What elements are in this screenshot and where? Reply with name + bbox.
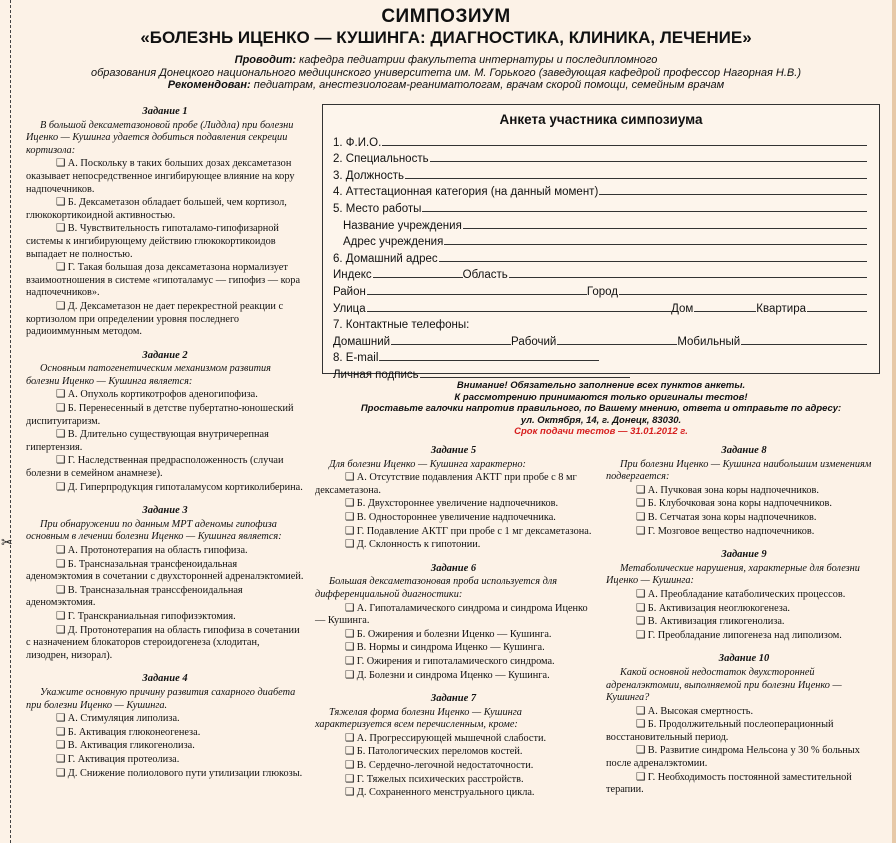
fio-field[interactable] bbox=[382, 145, 867, 146]
category-field[interactable] bbox=[599, 194, 867, 195]
answer-option[interactable]: ❑ Б. Дексаметазон обладает большей, чем кортизол, глюкокортикоидной активностью. bbox=[26, 197, 287, 221]
task-10 bbox=[606, 653, 882, 797]
category-label: 4. Аттестационная категория (на данный момент) bbox=[333, 186, 599, 199]
scissors-icon: ✂ bbox=[1, 535, 13, 551]
organizer-line1: кафедра педиатрии факультета интернатуры и последипломного bbox=[299, 54, 658, 66]
task-5 bbox=[315, 445, 592, 552]
answer-option[interactable]: ❑ В. Сетчатая зона коры надпочечников. bbox=[636, 511, 817, 523]
house-field[interactable] bbox=[694, 311, 756, 312]
task-title: Задание 3 bbox=[142, 505, 188, 517]
house-label: Дом bbox=[671, 302, 694, 315]
form-title: Анкета участника симпозиума bbox=[499, 112, 703, 127]
participant-form bbox=[322, 104, 880, 381]
email-row bbox=[323, 348, 879, 365]
answer-option[interactable]: ❑ Д. Склонность к гипотонии. bbox=[345, 539, 481, 551]
organizer-label: Проводит: bbox=[234, 54, 297, 66]
apartment-field[interactable] bbox=[807, 311, 867, 312]
recommended-label: Рекомендован: bbox=[167, 79, 251, 91]
fio-label: 1. Ф.И.О. bbox=[333, 136, 382, 149]
answer-option[interactable]: ❑ Б. Перенесенный в детстве пубертатно-юношеский диспитуитаризм. bbox=[26, 403, 294, 427]
answer-option[interactable]: ❑ В. Одностороннее увеличение надпочечника. bbox=[345, 511, 556, 523]
task-question: В большой дексаметазоновой пробе (Лиддла) при болезни Иценко — Кушинга удается добиться подавления секреции кортизола: bbox=[26, 119, 294, 156]
submission-notes bbox=[322, 380, 880, 438]
task-title: Задание 5 bbox=[430, 445, 477, 456]
answer-option[interactable]: ❑ А. Опухоль кортикотрофов аденогипофиза. bbox=[56, 389, 258, 401]
task-title: Задание 9 bbox=[721, 549, 767, 561]
signature-row bbox=[323, 364, 879, 381]
answer-option[interactable]: ❑ Г. Активация протеолиза. bbox=[56, 753, 180, 765]
answer-option[interactable]: ❑ А. Преобладание катаболических процессов. bbox=[636, 588, 846, 600]
district-field[interactable] bbox=[367, 294, 587, 295]
position-row bbox=[323, 165, 879, 182]
answer-option[interactable]: ❑ Д. Снижение полиолового пути утилизации глюкозы. bbox=[56, 767, 303, 779]
phones-label: 7. Контактные телефоны: bbox=[333, 319, 470, 332]
note-instructions: Проставьте галочки напротив правильного, по Вашему мнению, ответа и отправьте по адресу: bbox=[360, 403, 842, 415]
task-question: Основным патогенетическим механизмом развития болезни Иценко — Кушинга является: bbox=[26, 363, 271, 387]
answer-option[interactable]: ❑ А. Протонотерапия на область гипофиза. bbox=[56, 545, 248, 556]
workplace-label: 5. Место работы bbox=[333, 202, 422, 215]
position-field[interactable] bbox=[405, 178, 867, 179]
task-question: Тяжелая форма болезни Иценко — Кушинга характеризуется всем перечисленным, кроме: bbox=[315, 706, 522, 731]
answer-option[interactable]: ❑ Д. Дексаметазон не дает перекрестной реакции с кортизолом при определении уровня последнего радиоиммунным методом. bbox=[26, 300, 284, 338]
task-title: Задание 8 bbox=[721, 445, 767, 456]
fio-row bbox=[323, 132, 879, 149]
task-title: Задание 10 bbox=[718, 653, 770, 665]
city-field[interactable] bbox=[619, 294, 867, 295]
street-field[interactable] bbox=[367, 311, 671, 312]
answer-option[interactable]: ❑ Б. Двухстороннее увеличение надпочечников. bbox=[345, 498, 559, 510]
city-label: Город bbox=[586, 285, 618, 298]
task-question: При обнаружении по данным МРТ аденомы гипофиза основным в лечении болезни Иценко — Кушинга является: bbox=[26, 518, 282, 543]
answer-option[interactable]: ❑ Г. Преобладание липогенеза над липолизом. bbox=[636, 629, 842, 641]
signature-label: Личная подпись bbox=[333, 368, 419, 381]
institution-address-row bbox=[323, 232, 879, 249]
answer-option[interactable]: ❑ А. Отсутствие подавления АКТГ при пробе с 8 мг дексаметазона. bbox=[315, 472, 577, 496]
district-label: Район bbox=[333, 285, 366, 298]
home-address-row bbox=[323, 248, 879, 265]
note-address: ул. Октября, 14, г. Донецк, 83030. bbox=[520, 414, 682, 426]
answer-option[interactable]: ❑ Г. Необходимость постоянной заместительной терапии. bbox=[606, 771, 852, 796]
email-field[interactable] bbox=[379, 360, 599, 361]
street-row bbox=[323, 298, 879, 315]
home-phone-field[interactable] bbox=[391, 344, 511, 345]
workplace-row bbox=[323, 198, 879, 215]
answer-option[interactable]: ❑ Д. Гиперпродукция гипоталамусом кортиколиберина. bbox=[56, 481, 303, 493]
task-title: Задание 4 bbox=[142, 673, 188, 685]
phones-row bbox=[323, 315, 879, 332]
task-7 bbox=[315, 693, 592, 800]
recommended-text: педиатрам, анестезиологам-реаниматологам, врачам скорой помощи, семейным врачам bbox=[253, 79, 725, 91]
tasks-column-left bbox=[26, 106, 304, 791]
task-question: Какой основной недостаток двухсторонней адреналэктомии, выполняемой при болезни Иценко — Кушинга? bbox=[606, 666, 842, 704]
task-4 bbox=[26, 673, 304, 780]
answer-option[interactable]: ❑ Б. Ожирения и болезни Иценко — Кушинга. bbox=[345, 628, 552, 640]
answer-option[interactable]: ❑ Г. Тяжелых психических расстройств. bbox=[345, 773, 524, 785]
home-phone-label: Домашний bbox=[333, 335, 391, 348]
task-1 bbox=[26, 106, 304, 339]
home-address-field[interactable] bbox=[439, 261, 867, 262]
specialty-label: 2. Специальность bbox=[333, 153, 429, 166]
region-field[interactable] bbox=[509, 277, 867, 278]
position-label: 3. Должность bbox=[333, 169, 405, 182]
task-title: Задание 2 bbox=[142, 349, 188, 361]
task-9 bbox=[606, 549, 882, 642]
institution-name-row bbox=[323, 215, 879, 232]
answer-option[interactable]: ❑ В. Развитие синдрома Нельсона у 30 % больных после адреналэктомии. bbox=[606, 745, 860, 770]
answer-option[interactable]: ❑ Г. Ожирения и гипоталамического синдрома. bbox=[345, 655, 555, 667]
task-question: Укажите основную причину развития сахарного диабета при болезни Иценко — Кушинга. bbox=[26, 686, 296, 711]
answer-option[interactable]: ❑ Г. Мозговое вещество надпочечников. bbox=[636, 525, 815, 537]
task-2 bbox=[26, 350, 304, 495]
task-3 bbox=[26, 505, 304, 662]
institution-name-field[interactable] bbox=[463, 228, 867, 229]
home-address-label: 6. Домашний адрес bbox=[333, 252, 438, 265]
district-row bbox=[323, 281, 879, 298]
answer-option[interactable]: ❑ В. Сердечно-легочной недостаточности. bbox=[345, 760, 534, 772]
institution-address-label: Адрес учреждения bbox=[343, 236, 444, 249]
answer-option[interactable]: ❑ А. Гипоталамического синдрома и синдрома Иценко — Кушинга. bbox=[315, 602, 588, 627]
answer-option[interactable]: ❑ Д. Болезни и синдрома Иценко — Кушинга. bbox=[345, 669, 550, 681]
organizer-line2: образования Донецкого национального медицинского университета им. М. Горького (заведующая кафедрой профессор Нагорная Н.В.) bbox=[91, 66, 801, 79]
specialty-row bbox=[323, 149, 879, 166]
answer-option[interactable]: ❑ В. Нормы и синдрома Иценко — Кушинга. bbox=[345, 642, 545, 654]
answer-option[interactable]: ❑ Г. Подавление АКТГ при пробе с 1 мг дексаметазона. bbox=[345, 525, 592, 537]
institution-name-label: Название учреждения bbox=[343, 219, 462, 232]
answer-option[interactable]: ❑ Б. Клубочковая зона коры надпочечников. bbox=[636, 498, 832, 510]
answer-option[interactable]: ❑ Д. Сохраненного менструального цикла. bbox=[345, 787, 535, 799]
tasks-column-right bbox=[606, 445, 882, 808]
note-deadline: Срок подачи тестов — 31.01.2012 г. bbox=[514, 426, 688, 438]
note-originals: К рассмотрению принимаются только оригиналы тестов! bbox=[454, 391, 748, 403]
street-label: Улица bbox=[333, 302, 366, 315]
region-label: Область bbox=[462, 269, 508, 282]
work-phone-label: Рабочий bbox=[511, 335, 557, 348]
category-row bbox=[323, 182, 879, 199]
page-title: СИМПОЗИУМ bbox=[381, 6, 511, 27]
task-title: Задание 6 bbox=[430, 562, 477, 574]
answer-option[interactable]: ❑ Г. Наследственная предрасположенность (случаи болезни в семейном анамнезе). bbox=[26, 455, 284, 480]
header-meta bbox=[18, 54, 874, 92]
institution-address-field[interactable] bbox=[444, 244, 867, 245]
answer-option[interactable]: ❑ Б. Активация глюконеогенеза. bbox=[56, 726, 201, 738]
mobile-phone-label: Мобильный bbox=[677, 335, 741, 348]
index-label: Индекс bbox=[333, 269, 372, 282]
answer-option[interactable]: ❑ А. Поскольку в таких больших дозах дексаметазон оказывает непосредственное ингибирующее влияние на кору надпочечников. bbox=[26, 158, 295, 195]
workplace-field[interactable] bbox=[422, 211, 867, 212]
answer-option[interactable]: ❑ В. Активация гликогенолиза. bbox=[56, 740, 195, 752]
signature-field[interactable] bbox=[420, 377, 630, 378]
answer-option[interactable]: ❑ В. Чувствительность гипоталамо-гипофизарной системы к ингибирующему действию глюкокортикоидов выпадает не полностью. bbox=[26, 223, 279, 260]
task-question: Большая дексаметазоновая проба используется для дифференциальной диагностики: bbox=[315, 576, 558, 600]
answer-option[interactable]: ❑ Б. Трансназальная трансфеноидальная аденомэктомия в сочетании с двухсторонней адреналэктомией. bbox=[26, 558, 304, 583]
task-title: Задание 1 bbox=[142, 106, 188, 117]
task-question: Метаболические нарушения, характерные для болезни Иценко — Кушинга: bbox=[606, 562, 860, 587]
answer-option[interactable]: ❑ Г. Такая большая доза дексаметазона нормализует взаимоотношения в системе «гипоталамус — гипофиз — кора надпочечников». bbox=[26, 262, 301, 299]
cut-line bbox=[10, 0, 11, 843]
answer-option[interactable]: ❑ А. Высокая смертность. bbox=[636, 705, 754, 717]
answer-option[interactable]: ❑ Д. Протонотерапия на область гипофиза в сочетании с назначением блокаторов стероидогенеза (хлодитан, лизодрен, низорал). bbox=[26, 624, 300, 661]
note-required: Внимание! Обязательно заполнение всех пунктов анкеты. bbox=[456, 380, 746, 391]
specialty-field[interactable] bbox=[430, 161, 867, 162]
task-8 bbox=[606, 445, 882, 538]
answer-option[interactable]: ❑ А. Прогрессирующей мышечной слабости. bbox=[345, 732, 547, 744]
apartment-label: Квартира bbox=[756, 302, 806, 315]
email-label: 8. E-mail bbox=[333, 352, 379, 365]
answer-option[interactable]: ❑ А. Пучковая зона коры надпочечников. bbox=[636, 484, 819, 496]
tasks-column-middle bbox=[315, 445, 592, 811]
page-subtitle: «БОЛЕЗНЬ ИЦЕНКО — КУШИНГА: ДИАГНОСТИКА, КЛИНИКА, ЛЕЧЕНИЕ» bbox=[140, 28, 752, 47]
answer-option[interactable]: ❑ В. Длительно существующая внутричерепная гипертензия. bbox=[26, 429, 269, 453]
answer-option[interactable]: ❑ В. Активизация гликогенолиза. bbox=[636, 616, 785, 628]
answer-option[interactable]: ❑ В. Трансназальная транссфеноидальная аденомэктомия. bbox=[26, 584, 243, 609]
answer-option[interactable]: ❑ Г. Транскраниальная гипофизэктомия. bbox=[56, 610, 236, 622]
answer-option[interactable]: ❑ Б. Патологических переломов костей. bbox=[345, 746, 523, 758]
task-6 bbox=[315, 563, 592, 682]
header bbox=[18, 6, 874, 92]
answer-option[interactable]: ❑ Б. Продолжительный послеоперационный восстановительный период. bbox=[606, 719, 834, 743]
task-question: При болезни Иценко — Кушинга наибольшим изменениям подвергается: bbox=[606, 458, 872, 483]
answer-option[interactable]: ❑ А. Стимуляция липолиза. bbox=[56, 713, 180, 725]
index-row bbox=[323, 265, 879, 282]
work-phone-field[interactable] bbox=[557, 344, 677, 345]
task-question: Для болезни Иценко — Кушинга характерно: bbox=[329, 458, 526, 470]
task-title: Задание 7 bbox=[430, 693, 477, 705]
answer-option[interactable]: ❑ Б. Активизация неоглюкогенеза. bbox=[636, 602, 790, 614]
phones-fields-row bbox=[323, 331, 879, 348]
index-field[interactable] bbox=[373, 277, 463, 278]
mobile-phone-field[interactable] bbox=[741, 344, 867, 345]
